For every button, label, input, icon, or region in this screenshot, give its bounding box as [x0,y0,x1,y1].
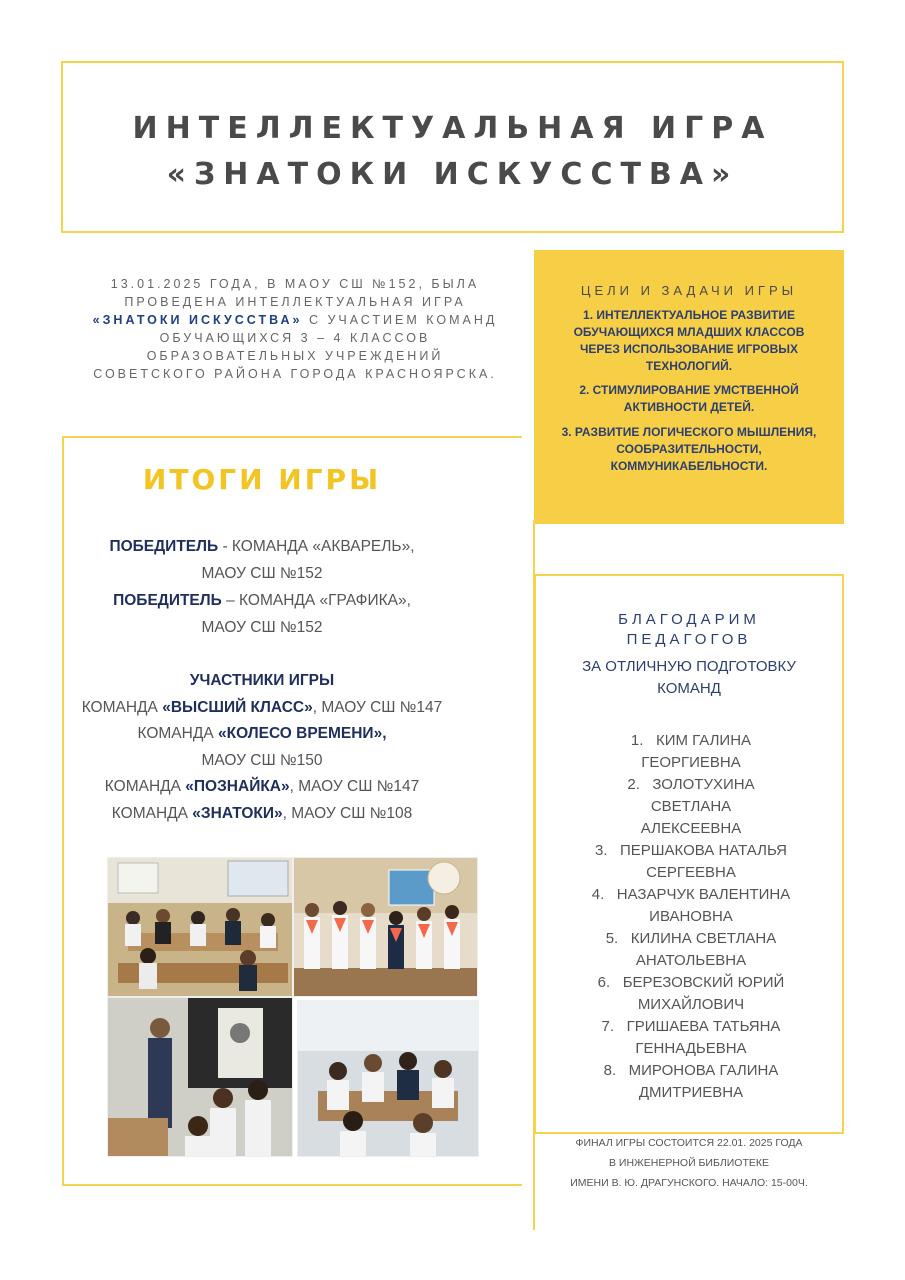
teacher-1-num: 1. [630,732,644,749]
final-note-line2: В ИНЖЕНЕРНОЙ БИБЛИОТЕКЕ [608,1157,770,1169]
winner-1-school: МАОУ СШ №152 [201,565,323,582]
teacher-3 [566,840,816,884]
participant-1-word: КОМАНДА [81,699,163,716]
participants-title-text: УЧАСТНИКИ ИГРЫ [189,672,335,689]
goal-item-2: 2. СТИМУЛИРОВАНИЕ УМСТВЕННОЙ АКТИВНОСТИ ДЕТЕЙ. [579,383,799,414]
teacher-8-line1: МИРОНОВА ГАЛИНА [628,1062,779,1079]
teacher-1-line2: ГЕОРГИЕВНА [641,754,741,771]
participant-1-school: , МАОУ СШ №147 [312,699,443,716]
teacher-7-line1: ГРИШАЕВА ТАТЬЯНА [626,1018,781,1035]
page-title-line2: «ЗНАТОКИ ИСКУССТВА» [166,157,739,192]
teacher-5-line1: КИЛИНА СВЕТЛАНА [630,930,777,947]
teacher-8 [566,1060,816,1104]
photo-team-image [294,858,477,996]
participant-4-name: «ЗНАТОКИ» [192,805,283,822]
final-note-line3: ИМЕНИ В. Ю. ДРАГУНСКОГО. НАЧАЛО: 15-00Ч. [570,1177,808,1189]
winner-2-school: МАОУ СШ №152 [201,619,323,636]
teacher-6 [566,972,816,1016]
teacher-3-line1: ПЕРШАКОВА НАТАЛЬЯ [620,842,787,859]
intro-part2: С УЧАСТИЕМ КОМАНД ОБУЧАЮЩИХСЯ 3 – 4 КЛАССОВ ОБРАЗОВАТЕЛЬНЫХ УЧРЕЖДЕНИЙ СОВЕТСКОГО РАЙОНА ГОРОДА КРАСНОЯРСКА. [93,313,498,381]
goals-panel [534,250,844,524]
teacher-5 [566,928,816,972]
final-note-line1: ФИНАЛ ИГРЫ СОСТОИТСЯ 22.01. 2025 ГОДА [575,1137,803,1149]
winner-1-label: ПОБЕДИТЕЛЬ [109,538,219,555]
results-title: ИТОГИ ИГРЫ [142,463,382,496]
teacher-5-num: 5. [605,930,619,947]
participant-3-word: КОМАНДА [104,778,186,795]
intro-part1: 13.01.2025 ГОДА, В МАОУ СШ №152, БЫЛА ПРОВЕДЕНА ИНТЕЛЛЕКТУАЛЬНАЯ ИГРА [110,277,480,309]
teacher-1 [566,730,816,774]
teacher-4-line1: НАЗАРЧУК ВАЛЕНТИНА [616,886,791,903]
photo-host [107,997,293,1157]
results-frame-top [62,436,522,438]
teacher-7-line2: ГЕННАДЬЕВНА [635,1040,747,1057]
teacher-2-line3: АЛЕКСЕЕВНА [640,820,742,837]
participant-2-school: МАОУ СШ №150 [201,752,323,769]
thanks-sub-line1: ЗА ОТЛИЧНУЮ ПОДГОТОВКУ [582,658,796,675]
teacher-4-line2: ИВАНОВНА [649,908,733,925]
participant-3-name: «ПОЗНАЙКА» [185,778,290,795]
thanks-title-line2: ПЕДАГОГОВ [626,631,752,648]
goal-item-1: 1. ИНТЕЛЛЕКТУАЛЬНОЕ РАЗВИТИЕ ОБУЧАЮЩИХСЯ МЛАДШИХ КЛАССОВ ЧЕРЕЗ ИСПОЛЬЗОВАНИЕ ИГРОВЫХ ТЕХНОЛОГИЙ. [573,308,805,373]
teacher-2 [566,774,816,840]
teacher-8-num: 8. [603,1062,617,1079]
teacher-6-line2: МИХАЙЛОВИЧ [637,996,745,1013]
teacher-3-line2: СЕРГЕЕВНА [646,864,736,881]
teacher-2-line1: ЗОЛОТУХИНА [652,776,755,793]
participant-4-word: КОМАНДА [111,805,193,822]
goal-item-3: 3. РАЗВИТИЕ ЛОГИЧЕСКОГО МЫШЛЕНИЯ, СООБРАЗИТЕЛЬНОСТИ, КОММУНИКАБЕЛЬНОСТИ. [561,425,817,473]
participant-3 [62,778,462,796]
teacher-2-line2: СВЕТЛАНА [650,798,732,815]
winner-2-team: – КОМАНДА «ГРАФИКА», [221,592,411,609]
winner-1-team: - КОМАНДА «АКВАРЕЛЬ», [218,538,415,555]
teacher-4 [566,884,816,928]
teacher-3-num: 3. [594,842,608,859]
teacher-7 [566,1016,816,1060]
teacher-8-line2: ДМИТРИЕВНА [638,1084,744,1101]
photo-classroom-image [108,858,292,996]
teacher-1-line1: КИМ ГАЛИНА [655,732,752,749]
photo-team [293,857,478,997]
participant-4 [62,805,462,823]
photo-group-discussion [297,1000,479,1157]
results-frame-bottom [62,1184,522,1186]
participant-1-name: «ВЫСШИЙ КЛАСС» [162,699,313,716]
teacher-6-num: 6. [597,974,611,991]
photo-host-image [108,998,292,1156]
intro-highlight: «ЗНАТОКИ ИСКУССТВА» [92,313,303,327]
thanks-box [534,574,844,1134]
teacher-5-line2: АНАТОЛЬЕВНА [635,952,747,969]
goals-title: ЦЕЛИ И ЗАДАЧИ ИГРЫ [580,283,798,298]
page-title-line1: ИНТЕЛЛЕКТУАЛЬНАЯ ИГРА [132,111,773,146]
teacher-4-num: 4. [591,886,605,903]
participant-2 [62,725,462,743]
intro-text [90,275,500,383]
participant-3-school: , МАОУ СШ №147 [289,778,420,795]
participant-2-word: КОМАНДА [137,725,218,742]
photo-classroom [107,857,293,997]
participant-1 [62,699,462,717]
photo-group-discussion-image [298,1001,478,1156]
teacher-2-num: 2. [627,776,640,793]
thanks-title [536,610,842,650]
winner-1 [62,538,462,556]
participants-title [62,672,462,690]
thanks-sub-line2: КОМАНД [657,680,721,697]
participant-4-school: , МАОУ СШ №108 [282,805,413,822]
thanks-subtitle [536,656,842,700]
teacher-7-num: 7. [601,1018,615,1035]
title-box [61,61,844,233]
teacher-6-line1: БЕРЕЗОВСКИЙ ЮРИЙ [622,974,785,991]
winner-2-label: ПОБЕДИТЕЛЬ [113,592,222,609]
thanks-title-line1: БЛАГОДАРИМ [618,611,760,628]
final-note [534,1133,844,1193]
participant-2-name: «КОЛЕСО ВРЕМЕНИ», [217,725,387,742]
winner-2 [62,592,462,610]
